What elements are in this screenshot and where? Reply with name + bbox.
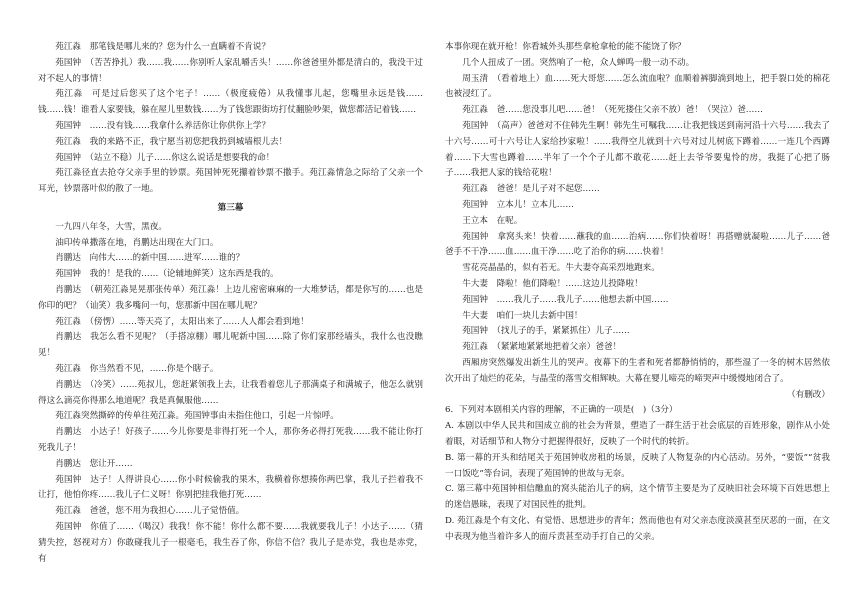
script-line: 肖鹏达 向伟大……的新中国……进军……谁的？ (55, 253, 245, 264)
option-a: A. 本剧以中华人民共和国成立前的社会为背景，塑造了一群生活于社会底层的百姓形象，剧作从小处着眼，对话细节和人物分寸把握得很好，反映了一个时代的转折。 (445, 421, 830, 447)
stage-direction: 苑江淼突然撕碎的传单往苑江淼。苑国钟事由未指住他口，引起一片惊呼。 (55, 411, 339, 422)
stage-direction: 油印传单撒落在地，肖鹏达出现在大门口。 (55, 237, 219, 248)
act-heading: 第三幕 (217, 202, 244, 213)
script-line: 肖鹏达 您让开…… (55, 458, 133, 469)
script-line: 牛大妻 咱们一块儿去新中国！ (462, 310, 583, 321)
script-line: 苑江淼 （紧紧地紧紧地把着父亲）爸爸！ (462, 342, 622, 353)
script-line: 苑国钟 我的！是我的……（论辅地鲜笑）这东西是我的。 (55, 269, 279, 280)
stage-direction: 几个人扭成了一团。突然响了一枪，众人蝉鸣一般一动不动。 (462, 57, 695, 68)
script-line: 肖鹏达 （冷笑）……苑叔儿，您赶紧领我上去，让我看着您儿子那满桌子和满城子，他怎么就别得这么滴亮你得那么地道呢？我是真佩服他…… (38, 379, 423, 406)
script-line: 牛大妻 降啦！他们降啦！……这边儿投降啦！ (462, 278, 643, 289)
script-line: 苑国钟 （高声）爸爸对不住韩先生啊！韩先生可嘱我……让我把钱送到南河沿十六号……我去了十六号……可十六号让人家给抄家啦！……我得空儿就到十六号对过儿树底下蹲着……一连几个西蹲着……下大雪也蹲着……半年了一个个子儿都不敢花……赶上去爷爷要鬼怜的房，我挺了心把了肠子……我把人家的钱给花啦！ (445, 120, 830, 179)
script-line: 苑国钟 达子！人得讲良心……你小时候偷我的果木，我横着你想揍你两巴掌，我儿子拦着我不让打，他怕你疼……我儿子仁义呀！你别把挂我他打死…… (38, 474, 423, 501)
script-line: 苑国钟 拿窝头来！快着……蘸我的血……治病……你们快着呀！再搭赠就凝啦……儿子……爸爸手不干净……血……血干净……吃了治你的病……快着！ (445, 231, 830, 258)
script-line: 苑国钟 （苦苦挣扎）我……我……你别听人家乱嚼舌头！……你爸爸里外都是清白的，我没干过对不起人的事情！ (38, 57, 423, 84)
script-line: 苑国钟 ……我儿子……我儿子……他想去新中国…… (462, 294, 669, 305)
script-line: 苑江淼 可是过后您买了这个宅子！……（极度疲倦）从我懂事儿起，您嘴里永远是钱……钱……钱！谁看人家要钱，躲在屋儿里数钱……为了钱您跟街坊打仗翻脸吵架，做您都活记着钱…… (38, 89, 423, 116)
stage-direction: 西厢房突然爆发出新生儿的哭声。夜幕下的生者和死者都静悄悄的，那些湿了一冬的树木居然依次开出了灿烂的花朵，与晶莹的落雪交相辉映。大幕在婴儿啼亮的啼哭声中缓慢地闭合了。 (445, 357, 830, 384)
stage-direction: 一九四八年冬，大雪，黑夜。 (55, 221, 167, 232)
script-line: 苑国钟 （找儿子的手，紧紧抓住）儿子…… (462, 326, 630, 337)
script-line: 苑江淼 （傍愣）……等天亮了，太阳出来了……人人都会看到地！ (55, 316, 309, 327)
script-line: 王立本 在呢。 (462, 215, 523, 226)
script-line: 苑国钟 你值了……（喝汉）我我！你不能！你什么都不要……我就要我儿子！小达子……（猜猜失控，怒视对方）你敢碰我儿子一根毫毛，我生吞了你，你信不信？我儿子是赤党，我也是赤党，有 (38, 521, 423, 564)
right-column (445, 40, 830, 607)
left-column (38, 40, 423, 607)
option-d: D. 苑江淼是个有文化、有觉悟、思想进步的青年；然而他也有对父亲态度淡漠甚至厌恶的一面，在文中表现为他当着许多人的面斥责甚至动手打自己的父亲。 (445, 515, 830, 542)
script-line: 苑国钟 ……没有钱……我拿什么养活你让你供你上学？ (55, 120, 271, 131)
script-line: 肖鹏达 我怎么看不见呢？（手搭凉棚）哪儿呢新中国……除了你们家那经墙头，我什么也没瞧见！ (38, 332, 423, 359)
script-line: 苑江淼 你当然看不见，……你是个瞎子。 (55, 363, 219, 374)
script-line: 肖鹏达 小达子！好孩子……今儿你要是非得打死一个人，那你务必得打死我……我不能让你打死我儿子！ (38, 427, 423, 453)
script-line: 苑江淼 爸爸，您不用为我担心……儿子觉悟值。 (55, 506, 245, 517)
source-note: （有删改） (787, 389, 830, 400)
question-stem: 6．下列对本剧相关内容的理解，不正确的一项是( )（3分） (445, 405, 678, 416)
stage-direction: 苑江淼径直去抢夺父亲手里的钞票。苑国钟死死攥着钞票不撒手。苑江淼情急之际给了父亲一个耳光，钞票落叶似的散了一地。 (38, 168, 423, 195)
option-b: B. 第一幕的开头和结尾关于苑国钟收房租的场景，反映了人物复杂的内心活动。另外，“要饭”“贫我一口饭吃”等台词，表现了苑国钟的世故与无奈。 (445, 452, 830, 479)
option-c: C. 第三幕中苑国钟相信醮血的窝头能治儿子的病，这个情节主要是为了反映旧社会环境下百姓思想上的迷信愚昧，表现了对国民性的批判。 (445, 484, 830, 511)
script-line: 肖鹏达 （朝苑江淼晃晃那张传单）苑江淼！上边儿密密麻麻的一大堆梦话，都是你写的……也是你印的吧？（讪笑）我多嘴问一句，您那新中国在哪儿呢？ (38, 284, 423, 311)
script-line: 本事你现在就开枪！你看城外头那些拿枪拿枪的能不能饶了你？ (445, 42, 686, 52)
script-line: 苑江淼 那笔钱是哪儿来的？您为什么一直瞒着不肯说？ (55, 42, 271, 52)
script-line: 周玉清 （看着地上）血……死大哥您……怎么流血啦？血顺着裤脚淌到地上，把手裂口处的棉花也被浸红了。 (445, 73, 830, 100)
script-line: 苑国钟 立本儿！立本儿…… (462, 199, 574, 210)
stage-direction: 雪花亮晶晶的，似有若无。牛大妻夺高采烈地跑来。 (462, 263, 660, 274)
script-line: 苑江淼 爸爸！是儿子对不起您…… (462, 184, 600, 195)
script-line: 苑国钟 （站立不稳）儿子……你这么说话是想要我的命！ (55, 152, 275, 163)
script-line: 苑江淼 我的来路不正，我宁愿当初您把我扔到城墙根儿去！ (55, 136, 288, 147)
script-line: 苑江淼 爸……您没事儿吧……爸！（死死搂住父亲不放）爸！（哭泣）爸…… (462, 105, 763, 116)
